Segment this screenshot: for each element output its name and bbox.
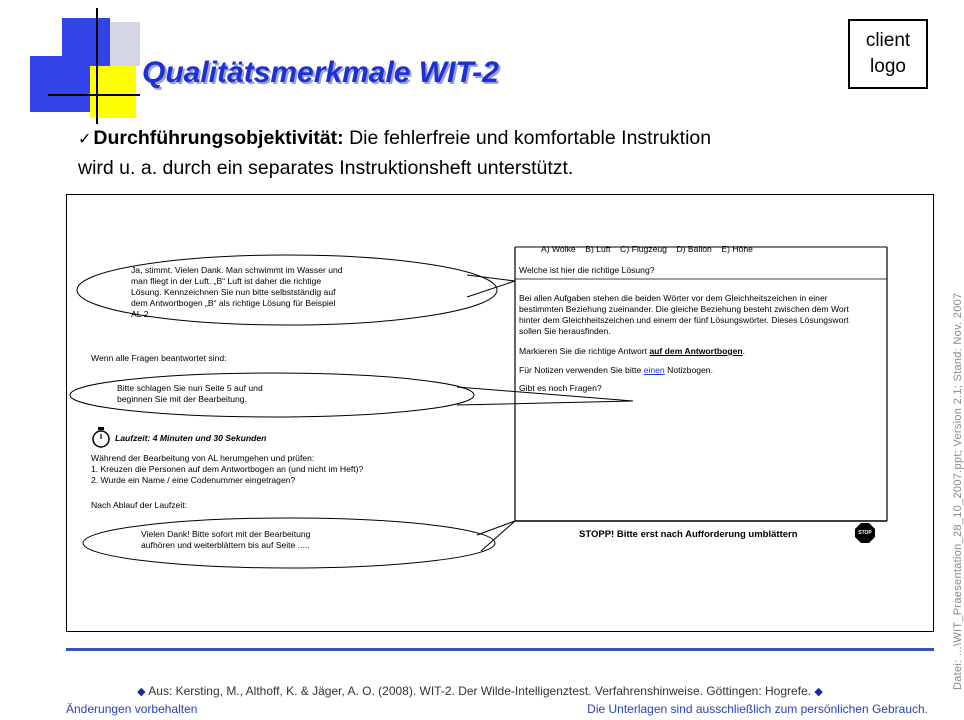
mark-pre: Markieren Sie die richtige Antwort xyxy=(519,346,650,356)
client-logo xyxy=(848,19,928,89)
bubble-1-line-3: Lösung. Kennzeichnen Sie nun bitte selbstständig auf xyxy=(131,287,336,297)
bullet-bold: Durchführungsobjektivität: xyxy=(93,127,344,149)
source-text: Aus: Kersting, M., Althoff, K. & Jäger, A. O. (2008). WIT-2. Der Wilde-Intelligenztest. Verfahrenshinweise. Göttingen: Hogrefe. xyxy=(148,684,812,698)
source-citation xyxy=(0,684,960,698)
after-time-label: Nach Ablauf der Laufzeit: xyxy=(91,500,188,510)
mark-underlined: auf dem Antwortbogen xyxy=(649,346,743,356)
bubble-1-line-1: Ja, stimmt. Vielen Dank. Man schwimmt im Wasser und xyxy=(131,265,343,275)
diamond-icon-left: ◆ xyxy=(137,686,146,698)
instruction-para-line-3: hinter dem Gleichheitszeichen und einem der fünf Lösungswörter. Dieses Lösungswort xyxy=(519,315,849,325)
check-line-2: 1. Kreuzen die Personen auf dem Antwortbogen an (und nicht im Heft)? xyxy=(91,464,364,474)
instruction-para-line-2: bestimmten Beziehung zueinander. Die gleiche Beziehung besteht zwischen dem Wort xyxy=(519,304,849,314)
time-label: Laufzeit: 4 Minuten und 30 Sekunden xyxy=(115,433,267,443)
instruction-figure xyxy=(66,194,934,632)
footer-left-text: Änderungen vorbehalten xyxy=(66,702,198,716)
figure-drawing xyxy=(67,195,935,633)
bullet-text-line-1: Die fehlerfreie und komfortable Instruktion xyxy=(343,127,712,149)
all-answered-label: Wenn alle Fragen beantwortet sind: xyxy=(91,353,227,363)
notes-pre: Für Notizen verwenden Sie bitte xyxy=(519,365,644,375)
slide-title: Qualitätsmerkmale WIT-2 xyxy=(142,56,499,89)
bubble-1-line-5: AL 2. xyxy=(131,309,151,319)
bubble-1-line-2: man fliegt in der Luft. „B“ Luft ist daher die richtige xyxy=(131,276,322,286)
instruction-para-line-4: sollen Sie herausfinden. xyxy=(519,326,611,336)
mark-post: . xyxy=(742,346,746,356)
bubble-2-line-1: Bitte schlagen Sie nun Seite 5 auf und xyxy=(117,383,263,393)
notes-line xyxy=(519,365,713,376)
logo-line-1: client xyxy=(865,30,911,51)
bubble-2-line-2: beginnen Sie mit der Bearbeitung. xyxy=(117,394,247,404)
bubble-3-pointer xyxy=(477,521,515,551)
stop-instruction: STOPP! Bitte erst nach Aufforderung umblättern xyxy=(579,529,798,540)
checkmark-icon: ✓ xyxy=(78,131,92,148)
more-questions-text: Gibt es noch Fragen? xyxy=(519,383,602,393)
bullet-text-line-2: wird u. a. durch ein separates Instruktionsheft unterstützt. xyxy=(78,157,574,179)
notes-post: Notizbogen. xyxy=(664,365,713,375)
footer-rule xyxy=(66,648,934,651)
footer-right-text: Die Unterlagen sind ausschließlich zum persönlichen Gebrauch. xyxy=(587,702,928,716)
bullet-paragraph xyxy=(78,124,868,183)
answer-options: A) Wolke B) Luft C) Flugzeug D) Ballon E) Höhe xyxy=(541,244,753,254)
bubble-1-line-4: dem Antwortbogen „B“ als richtige Lösung für Beispiel xyxy=(131,298,336,308)
bubble-3-line-2: aufhören und weiterblättern bis auf Seite ..... xyxy=(141,540,310,550)
deco-gray-square xyxy=(110,22,140,66)
notes-link: einen xyxy=(643,365,665,375)
question-text: Welche ist hier die richtige Lösung? xyxy=(519,265,655,275)
file-info-sidebar: Datei: ...\WIT_Praesentation_28_10_2007.ppt; Version 2.1; Stand: Nov. 2007 xyxy=(952,292,964,690)
deco-blue-square-left xyxy=(30,56,90,112)
bubble-3-line-1: Vielen Dank! Bitte sofort mit der Bearbeitung xyxy=(141,529,311,539)
instruction-para-line-1: Bei allen Aufgaben stehen die beiden Wörter vor dem Gleichheitszeichen in einer xyxy=(519,293,828,303)
check-line-3: 2. Wurde ein Name / eine Codenummer eingetragen? xyxy=(91,475,296,485)
mark-answer-line xyxy=(519,346,745,357)
decorative-squares xyxy=(0,0,140,130)
stopwatch-crown xyxy=(98,427,104,430)
bubble-1-pointer xyxy=(467,275,515,297)
logo-line-2: logo xyxy=(870,56,906,77)
stop-sign-label: STOP xyxy=(858,530,872,536)
check-line-1: Während der Bearbeitung von AL herumgehen und prüfen: xyxy=(91,453,315,463)
diamond-icon-right: ◆ xyxy=(814,686,823,698)
